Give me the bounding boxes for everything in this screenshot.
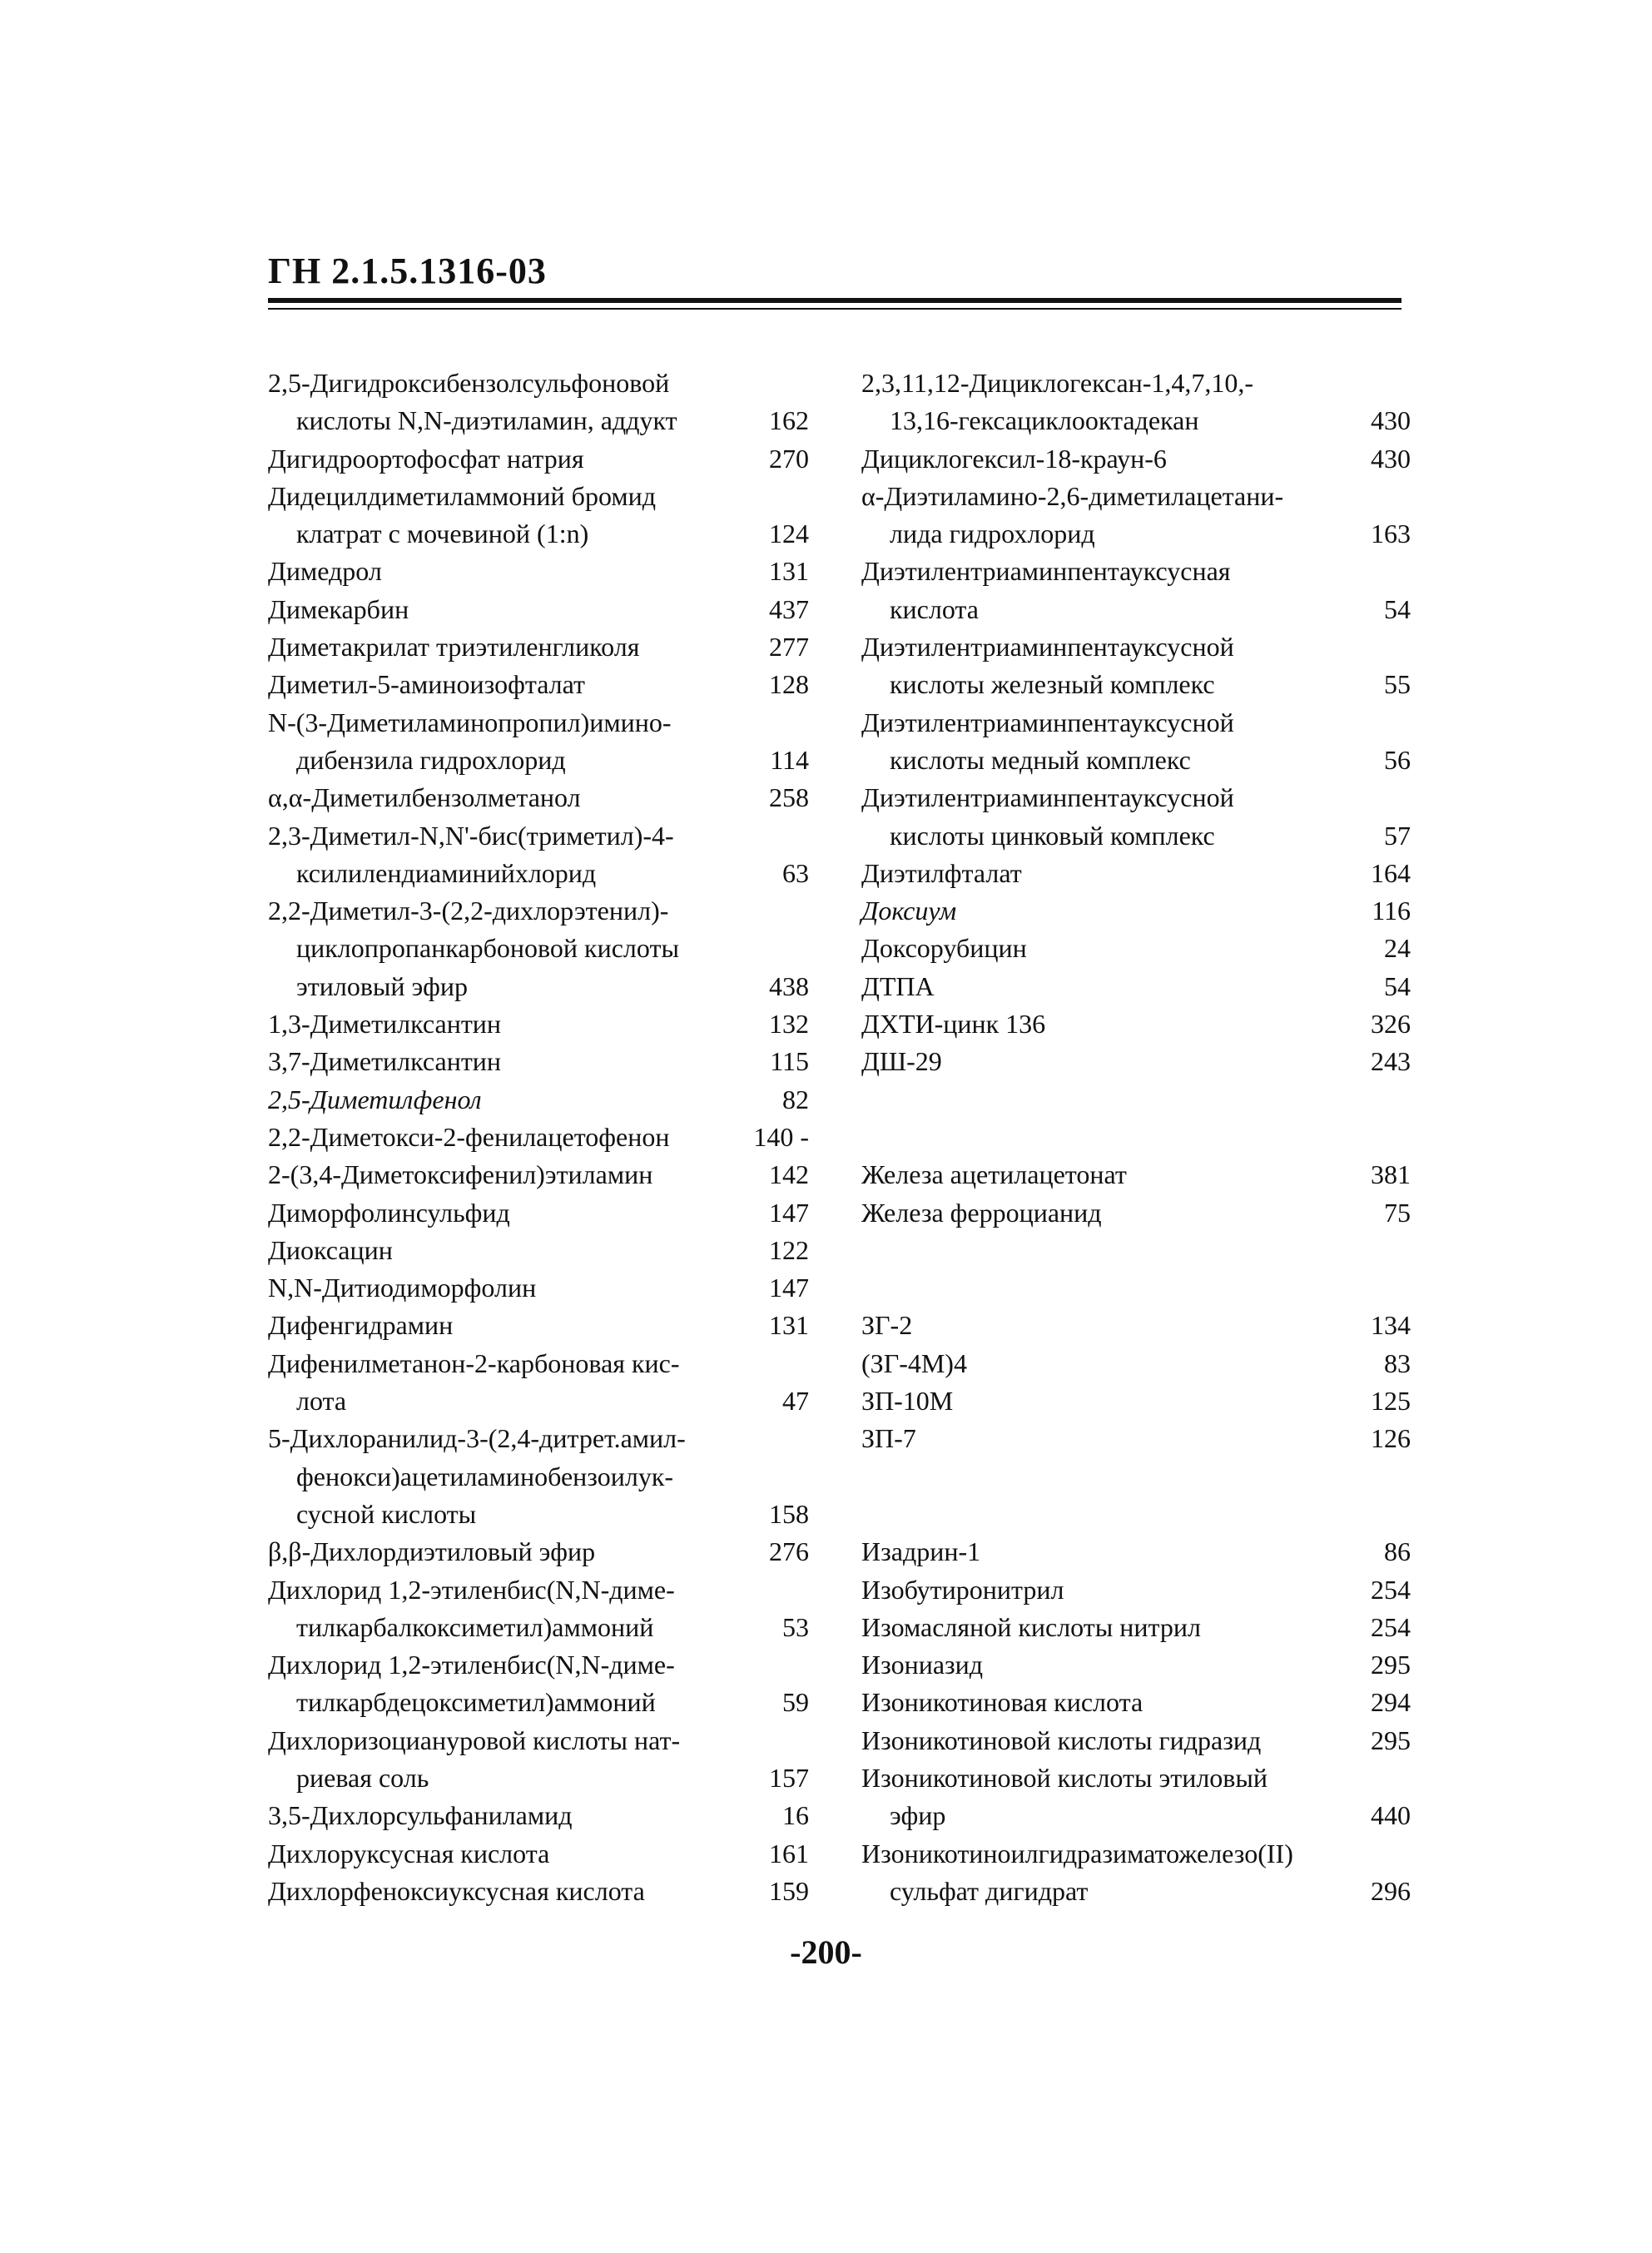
entry-page-number: 114 [770,744,809,775]
entry-term: 3,5-Дихлорсульфаниламид [268,1800,573,1831]
entry-term-continuation: ксилилендиаминийхлорид [296,857,597,888]
entry-term: Изоникотиновая кислота [861,1687,1144,1718]
entry-page-number: 158 [769,1498,809,1529]
index-group [268,365,817,1910]
entry-page-number: 276 [769,1536,809,1567]
entry-term: ЗП-10М [861,1386,954,1417]
entry-term-continuation: кислоты цинковый комплекс [890,820,1215,851]
index-entry [861,478,1411,553]
entry-term: Дициклогексил-18-краун-6 [861,443,1167,474]
entry-term-continuation: лида гидрохлорид [890,519,1095,549]
entry-term: ДХТИ-цинк 136 [861,1009,1046,1040]
entry-term: Диэтилентриаминпентауксусной [861,707,1234,737]
header-rule-thick [268,298,1401,303]
entry-page-number: 131 [769,1310,809,1341]
entry-term-continuation: 13,16-гексациклооктадекан [890,405,1199,436]
entry-term: Изоникотиновой кислоты гидразид [861,1724,1262,1755]
entry-term: Дихлоруксусная кислота [268,1838,550,1868]
index-entry [861,1194,1411,1232]
entry-term: Дихлорид 1,2-этиленбис(N,N-диме- [268,1650,675,1680]
entry-page-number: 75 [1384,1197,1411,1228]
entry-page-number: 437 [769,593,809,624]
entry-term: Диоксацин [268,1234,393,1265]
entry-page-number: 162 [769,405,809,436]
index-entry [268,1345,817,1421]
index-entry [268,440,817,478]
entry-page-number: 53 [782,1611,809,1642]
entry-term: Изадрин-1 [861,1536,981,1567]
index-entry [268,1835,817,1873]
entry-term: ЗГ-2 [861,1310,913,1341]
entry-page-number: 132 [769,1009,809,1040]
index-entry [268,666,817,703]
index-entry [268,591,817,628]
entry-term: 2,2-Диметил-3-(2,2-дихлорэтенил)- [268,896,669,926]
index-group [861,1156,1411,1232]
entry-term: Дихлорфеноксиуксусная кислота [268,1875,645,1906]
index-entry [861,1609,1411,1646]
entry-term-continuation: кислоты N,N-диэтиламин, аддукт [296,405,677,436]
entry-page-number: 54 [1384,593,1411,624]
entry-term: Железа ферроцианид [861,1197,1102,1228]
entry-term-continuation: клатрат с мочевиной (1:n) [296,519,589,549]
index-entry [268,553,817,590]
index-entry [861,704,1411,780]
index-entry [268,1797,817,1834]
entry-page-number: 381 [1371,1159,1411,1190]
index-entry [268,1081,817,1119]
index-entry [861,855,1411,892]
entry-term: Дигидроортофосфат натрия [268,443,584,474]
entry-page-number: 254 [1371,1611,1411,1642]
entry-page-number: 161 [769,1838,809,1868]
index-entry [861,1043,1411,1080]
index-entry [861,1533,1411,1571]
entry-term: Диметакрилат триэтиленгликоля [268,632,640,663]
entry-page-number: 258 [769,782,809,813]
entry-term: Изониазид [861,1650,984,1680]
entry-term: 2,5-Диметилфенол [268,1084,482,1114]
page-number: -200- [790,1933,862,1971]
index-entry [268,1420,817,1533]
entry-page-number: 142 [769,1159,809,1190]
entry-term-continuation: сульфат дигидрат [890,1875,1089,1906]
entry-term: Железа ацетилацетонат [861,1159,1127,1190]
entry-term: Дифенилметанон-2-карбоновая кис- [268,1347,680,1378]
entry-term: Дихлоризоциануровой кислоты нат- [268,1724,681,1755]
entry-term: Изобутиронитрил [861,1574,1064,1605]
entry-term: 3,7-Диметилксантин [268,1046,502,1077]
entry-term-continuation: кислоты медный комплекс [890,744,1191,775]
entry-page-number: 295 [1371,1724,1411,1755]
entry-page-number: 430 [1371,405,1411,436]
entry-page-number: 296 [1371,1875,1411,1906]
entry-page-number: 47 [782,1386,809,1417]
entry-term: ДШ-29 [861,1046,942,1077]
entry-term: 2,5-Дигидроксибензолсульфоновой [268,368,670,398]
entry-term: Дихлорид 1,2-этиленбис(N,N-диме- [268,1574,675,1605]
document-header: ГН 2.1.5.1316-03 [268,251,547,291]
entry-page-number: 270 [769,443,809,474]
index-entry [861,1005,1411,1043]
index-entry [268,1722,817,1798]
entry-page-number: 131 [769,556,809,587]
section-spacer [861,1458,1411,1534]
index-entry [268,1156,817,1193]
entry-term: 5-Дихлоранилид-3-(2,4-дитрет.амил- [268,1423,686,1454]
entry-page-number: 16 [782,1800,809,1831]
index-group [861,1533,1411,1910]
entry-term: Доксорубицин [861,933,1027,964]
index-entry [268,779,817,816]
entry-term: Диэтилфталат [861,857,1022,888]
entry-page-number: 116 [1372,896,1411,926]
index-entry [861,892,1411,930]
index-group [861,1307,1411,1457]
index-entry [861,779,1411,855]
entry-page-number: 157 [769,1762,809,1793]
entry-page-number: 147 [769,1197,809,1228]
section-spacer [861,1081,1411,1157]
entry-page-number: 326 [1371,1009,1411,1040]
entry-page-number: 56 [1384,744,1411,775]
entry-term-continuation: риевая соль [296,1762,429,1793]
index-entry [268,892,817,1005]
index-entry [861,1759,1411,1835]
entry-term: Диэтилентриаминпентауксусной [861,782,1234,813]
entry-term: 2-(3,4-Диметоксифенил)этиламин [268,1159,653,1190]
entry-term: Изомасляной кислоты нитрил [861,1611,1201,1642]
index-entry [861,365,1411,440]
entry-page-number: 24 [1384,933,1411,964]
entry-term: Диметил-5-аминоизофталат [268,669,585,700]
index-entry [268,478,817,553]
entry-term: 2,3,11,12-Дициклогексан-1,4,7,10,- [861,368,1254,398]
entry-term: Димекарбин [268,593,409,624]
index-entry [268,628,817,666]
entry-term-continuation: лота [296,1386,347,1417]
entry-page-number: 147 [769,1273,809,1303]
entry-page-number: 57 [1384,820,1411,851]
index-column-right [861,365,1411,1910]
entry-term: Доксиум [861,896,957,926]
entry-term-continuation: эфир [890,1800,946,1831]
entry-term: β,β-Дихлордиэтиловый эфир [268,1536,596,1567]
index-entry [268,1307,817,1344]
entry-page-number: 294 [1371,1687,1411,1718]
entry-page-number: 122 [769,1234,809,1265]
index-entry [861,1684,1411,1721]
entry-page-number: 125 [1371,1386,1411,1417]
index-column-left [268,365,817,1910]
entry-page-number: 59 [782,1687,809,1718]
index-entry [268,1005,817,1043]
entry-page-number: 277 [769,632,809,663]
index-entry [861,440,1411,478]
index-entry [861,1345,1411,1382]
entry-term: 1,3-Диметилксантин [268,1009,502,1040]
entry-term: Диморфолинсульфид [268,1197,510,1228]
index-entry [268,1873,817,1910]
entry-term-continuation: сусной кислоты [296,1498,477,1529]
entry-page-number: 440 [1371,1800,1411,1831]
index-entry [268,704,817,780]
index-entry [268,1232,817,1269]
entry-term: α-Диэтиламино-2,6-диметилацетани- [861,480,1284,511]
entry-term: Изоникотиновой кислоты этиловый [861,1762,1268,1793]
entry-term: Диэтилентриаминпентауксусной [861,632,1234,663]
index-entry [861,1835,1411,1911]
index-entry [268,1043,817,1080]
entry-term: N,N-Дитиодиморфолин [268,1273,537,1303]
index-entry [861,1646,1411,1684]
entry-term: α,α-Диметилбензолметанол [268,782,581,813]
index-entry [861,628,1411,704]
entry-page-number: 126 [1371,1423,1411,1454]
entry-term-continuation: тилкарбдецоксиметил)аммоний [296,1687,656,1718]
entry-page-number: 438 [769,970,809,1001]
entry-term: ЗП-7 [861,1423,916,1454]
entry-page-number: 254 [1371,1574,1411,1605]
entry-term: Дидецилдиметиламмоний бромид [268,480,656,511]
index-entry [861,930,1411,967]
entry-term: Диэтилентриаминпентауксусная [861,556,1231,587]
index-entry [861,1307,1411,1344]
entry-term-continuation: кислоты железный комплекс [890,669,1215,700]
entry-term: Дифенгидрамин [268,1310,454,1341]
entry-page-number: 295 [1371,1650,1411,1680]
entry-page-number: 134 [1371,1310,1411,1341]
index-entry [861,1156,1411,1193]
index-entry [861,1382,1411,1420]
entry-page-number: 163 [1371,519,1411,549]
entry-term: N-(3-Диметиламинопропил)имино- [268,707,672,737]
header-rule-thin [268,308,1401,310]
index-entry [861,1722,1411,1759]
entry-term-continuation: кислота [890,593,979,624]
entry-page-number: 115 [770,1046,809,1077]
entry-term: 2,2-Диметокси-2-фенилацетофенон [268,1121,670,1152]
entry-page-number: 140 - [753,1121,809,1152]
entry-page-number: 124 [769,519,809,549]
index-entry [861,553,1411,628]
entry-term: ДТПА [861,970,935,1001]
entry-page-number: 82 [782,1084,809,1114]
index-entry [861,968,1411,1005]
index-entry [268,1571,817,1647]
entry-page-number: 86 [1384,1536,1411,1567]
entry-page-number: 54 [1384,970,1411,1001]
entry-term-continuation: тилкарбалкоксиметил)аммоний [296,1611,654,1642]
entry-page-number: 430 [1371,443,1411,474]
index-entry [268,1194,817,1232]
entry-page-number: 243 [1371,1046,1411,1077]
index-group [861,365,1411,1081]
entry-term-continuation: фенокси)ацетиламинобензоилук- [296,1461,674,1491]
index-entry [268,365,817,440]
entry-term-continuation: дибензила гидрохлорид [296,744,566,775]
entry-term: (ЗГ-4М)4 [861,1347,967,1378]
index-entry [861,1571,1411,1609]
entry-page-number: 63 [782,857,809,888]
entry-page-number: 128 [769,669,809,700]
entry-page-number: 55 [1384,669,1411,700]
entry-term: Изоникотиноилгидразиматожелезо(II) [861,1838,1293,1868]
section-spacer [861,1232,1411,1308]
entry-page-number: 164 [1371,857,1411,888]
index-entry [268,1533,817,1571]
entry-page-number: 159 [769,1875,809,1906]
entry-term: 2,3-Диметил-N,N'-бис(триметил)-4- [268,820,674,851]
entry-term: Димедрол [268,556,382,587]
entry-term-continuation: этиловый эфир [296,970,468,1001]
entry-term-continuation: циклопропанкарбоновой кислоты [296,933,679,964]
entry-page-number: 83 [1384,1347,1411,1378]
index-entry [268,1646,817,1722]
index-entry [268,1119,817,1156]
index-entry [268,817,817,893]
index-entry [861,1420,1411,1457]
index-entry [268,1269,817,1307]
